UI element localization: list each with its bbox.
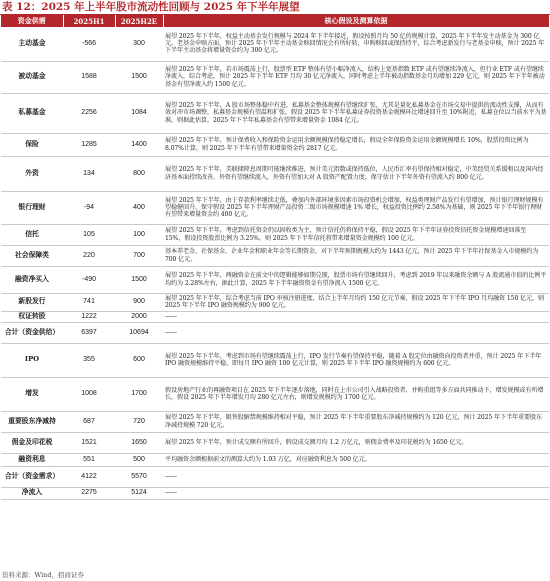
table-row (1, 133, 549, 156)
row-basis: 展望 2025 年下半年，预计保费收入和保险资金运用余额规模保持稳定增长，假设全年保险资金运用余额规模增长 10%，股票投资比例为 8.07%计算，则 2025 年下半年有望带来增量资金约 2817 亿元。 (163, 133, 549, 156)
table-body (1, 27, 549, 499)
row-category: 私募基金 (1, 93, 63, 133)
table-row (1, 191, 549, 224)
row-basis: 展望 2025 年下半年，考虑到信托资金仍以固收类为主，预计信托仍将保持平稳，假设 2025 年下半年证券投资信托资金规模增速回落至 15%，假设投资股票比例为 3.25%，则 2025 年下半年信托将带来增量资金规模约 100 亿元。 (163, 224, 549, 245)
liquidity-table (1, 15, 550, 500)
table-row (1, 93, 549, 133)
row-2025h1: 355 (63, 343, 115, 377)
table-row (1, 487, 549, 499)
table-row (1, 377, 549, 411)
row-2025h1: 1588 (63, 61, 115, 93)
row-basis: 平均融资余额根据前文的测算大约为 1.93 万亿，对应融资利息为 500 亿元。 (163, 453, 549, 466)
row-2025h2e: 700 (115, 245, 163, 266)
table-row (1, 322, 549, 343)
row-basis: 展望 2025 年下半年，由于存款利率继续走低，叠加内外部环境多因素市场投资机会增加，权益类理财产品发行有望增加，预计银行理财规模有望稳健回升，保守假设 2025 年下半年理财产品投资二级市场规模增速 1% 增长，权益投资比例约 2.58%为基础，则 2025 年下半年银行理财有望带来增量资金约 400 亿元。 (163, 191, 549, 224)
row-2025h1: -566 (63, 27, 115, 61)
table-row (1, 466, 549, 487)
row-basis: 展望 2025 年下半年，权益主动基金发行规模与 2024 年下半年接近，假设按照月均 50 亿的规模计算，2025 年下半年发主动基金为 300 亿元，老基金申赎方面，预计 2025 年下半年主动基金赎回情况会有所好转，申购赎回或保持持平，综合考虑新发行与老基金申赎，预计 2025 年下半年主动基金将增量资金约为 300 亿元。 (163, 27, 549, 61)
row-2025h1: 4122 (63, 466, 115, 487)
row-2025h1: -94 (63, 191, 115, 224)
row-2025h2e: 720 (115, 411, 163, 432)
row-basis: 展望 2025 年下半年，综合考虑当前 IPO 审核注册进度，结合上半年月均约 150 亿元节奏，假设 2025 年下半年 IPO 月均融资 150 亿元，则 2025 年下半年 IPO 融资规模约为 900 亿元。 (163, 293, 549, 311)
row-2025h1: 1222 (63, 311, 115, 322)
table-title: 表 12：2025 年上半年股市流动性回顾与 2025 年下半年展望 (0, 0, 550, 15)
row-2025h2e: 1084 (115, 93, 163, 133)
row-category: 合计（资金需求） (1, 466, 63, 487)
row-2025h1: 741 (63, 293, 115, 311)
table-row (1, 343, 549, 377)
row-basis: 展望 2025 年下半年，若市场震荡上行，股票型 ETF 整体有望小幅净流入，结构上宽基指数 ETF 或有望继续净流入，但行业 ETF 或有望继续净流入，综合考虑，预计 2025 年下半年 ETF 月均 30 亿元净流入，同时考虑上半年被动指数基金月均增加 229 亿元，则 2025 年下半年被动基金有望净流入约 1500 亿元。 (163, 61, 549, 93)
row-2025h2e: 500 (115, 453, 163, 466)
row-2025h2e: 5124 (115, 487, 163, 499)
row-category: 银行理财 (1, 191, 63, 224)
table-row (1, 156, 549, 191)
row-2025h1: 2256 (63, 93, 115, 133)
header-2025h2e: 2025H2E (115, 15, 163, 27)
row-category: 重要股东净减持 (1, 411, 63, 432)
row-basis: 假设房地产行业的再融资项目在 2025 年下半年逐步落地，同时在上市公司引入战略投资者、并购重组等多方面共同推动下，增发规模或有所增长，假设 2025 年下半年增发月均 280 亿元左右，则增发规模约为 1700 亿元。 (163, 377, 549, 411)
row-category: IPO (1, 343, 63, 377)
row-category: 保险 (1, 133, 63, 156)
row-2025h1: 220 (63, 245, 115, 266)
table-row (1, 311, 549, 322)
row-2025h2e: 100 (115, 224, 163, 245)
row-category: 权证转股 (1, 311, 63, 322)
row-category: 社会保障类 (1, 245, 63, 266)
row-2025h2e: 1650 (115, 432, 163, 453)
row-2025h1: 687 (63, 411, 115, 432)
row-2025h2e: 300 (115, 27, 163, 61)
row-2025h2e: 5570 (115, 466, 163, 487)
table-row (1, 245, 549, 266)
table-row (1, 453, 549, 466)
row-basis: 展望 2025 年下半年，预计成交额有所回升，假设成交额月均 1.2 万亿元，则佣金费率及印花税约为 1650 亿元。 (163, 432, 549, 453)
source-note: 资料来源：Wind，招商证券 (2, 571, 84, 579)
row-category: 增发 (1, 377, 63, 411)
row-category: 外资 (1, 156, 63, 191)
row-2025h2e: 1500 (115, 61, 163, 93)
row-2025h2e: 1400 (115, 133, 163, 156)
row-2025h1: 1521 (63, 432, 115, 453)
header-category: 资金供需 (1, 15, 63, 27)
row-category: 新股发行 (1, 293, 63, 311)
row-category: 合计（资金供给） (1, 322, 63, 343)
row-2025h2e: 1500 (115, 266, 163, 293)
row-2025h1: 1008 (63, 377, 115, 411)
table-row (1, 224, 549, 245)
row-2025h2e: 600 (115, 343, 163, 377)
row-2025h1: -490 (63, 266, 115, 293)
row-basis: 基本养老金、社保基金、企业年金和职业年金等长期资金，对下半年预期规模大约为 1443 亿元，预计 2025 年下半年社保基金入市规模约为 700 亿元。 (163, 245, 549, 266)
row-2025h2e: 2000 (115, 311, 163, 322)
row-category: 净流入 (1, 487, 63, 499)
table-row (1, 432, 549, 453)
header-basis: 核心假设及测算依据 (163, 15, 549, 27)
row-basis: —— (163, 311, 549, 322)
row-2025h1: 105 (63, 224, 115, 245)
row-basis: —— (163, 487, 549, 499)
row-basis: —— (163, 466, 549, 487)
header-2025h1: 2025H1 (63, 15, 115, 27)
row-basis: —— (163, 322, 549, 343)
row-category: 主动基金 (1, 27, 63, 61)
row-2025h1: 2275 (63, 487, 115, 499)
table-row (1, 61, 549, 93)
table-row (1, 411, 549, 432)
row-2025h2e: 1700 (115, 377, 163, 411)
table-row (1, 293, 549, 311)
row-2025h2e: 400 (115, 191, 163, 224)
row-category: 融资利息 (1, 453, 63, 466)
row-2025h1: 6397 (63, 322, 115, 343)
row-2025h2e: 900 (115, 293, 163, 311)
row-2025h1: 551 (63, 453, 115, 466)
row-basis: 展望 2025 年下半年，A 股市场整体稳中有进，私募基金整体规模有望继续扩张，尤其是量化私募基金在市场交易中提供的流动性支撑，从而有效对冲市场调整，私募基金规模有望温和扩张，假设 2025 年下半年私募证券投资基金规模环比增速回升至 10%附近，私募仓位以当前水平为基准，则据此估算，2025 年下半年私募基金有望带来增量资金 1084 亿元。 (163, 93, 549, 133)
row-basis: 展望 2025 年下半年，限售股解禁规模维持相对平稳，预计 2025 年下半年重要股东净减持规模约为 120 亿元，预计 2025 年下半年重要股东净减持规模 720 亿元。 (163, 411, 549, 432)
row-basis: 展望 2025 年下半年，两融资金在前文中的逻辑能够如期兑现，股票市场有望继续回升，考虑到 2019 年以来融资余额与 A 股流通市值的比例平均约为 2.28%左右，据此计算，2025 年下半年融资资金有望净流入 1500 亿元。 (163, 266, 549, 293)
row-category: 信托 (1, 224, 63, 245)
row-category: 佣金及印花税 (1, 432, 63, 453)
row-2025h1: 1285 (63, 133, 115, 156)
row-2025h1: 134 (63, 156, 115, 191)
table-row (1, 27, 549, 61)
row-basis: 展望 2025 年下半年，美联储降息周期可能继续推进，预计美元指数或保持低位，人民币汇率有望保持相对稳定，中美经贸关系缓和以及国内经济基本面持续改善，外资有望继续流入，外资有望加大对 A 股资产配置力度，保守估计下半年外资有望流入约 800 亿元。 (163, 156, 549, 191)
row-category: 融资净买入 (1, 266, 63, 293)
row-2025h2e: 10694 (115, 322, 163, 343)
header-row (1, 15, 549, 27)
row-2025h2e: 800 (115, 156, 163, 191)
table-row (1, 266, 549, 293)
row-basis: 展望 2025 年下半年，考虑到市场有望继续震荡上行，IPO 发行节奏有望保持平稳，随着 A 股定位由融资向投资者并重，预计 2025 年下半年 IPO 融资规模维持平稳，即每月 IPO 融资 100 亿元计算，则 2025 年下半年 IPO 融资规模约为 600 亿元。 (163, 343, 549, 377)
row-category: 被动基金 (1, 61, 63, 93)
